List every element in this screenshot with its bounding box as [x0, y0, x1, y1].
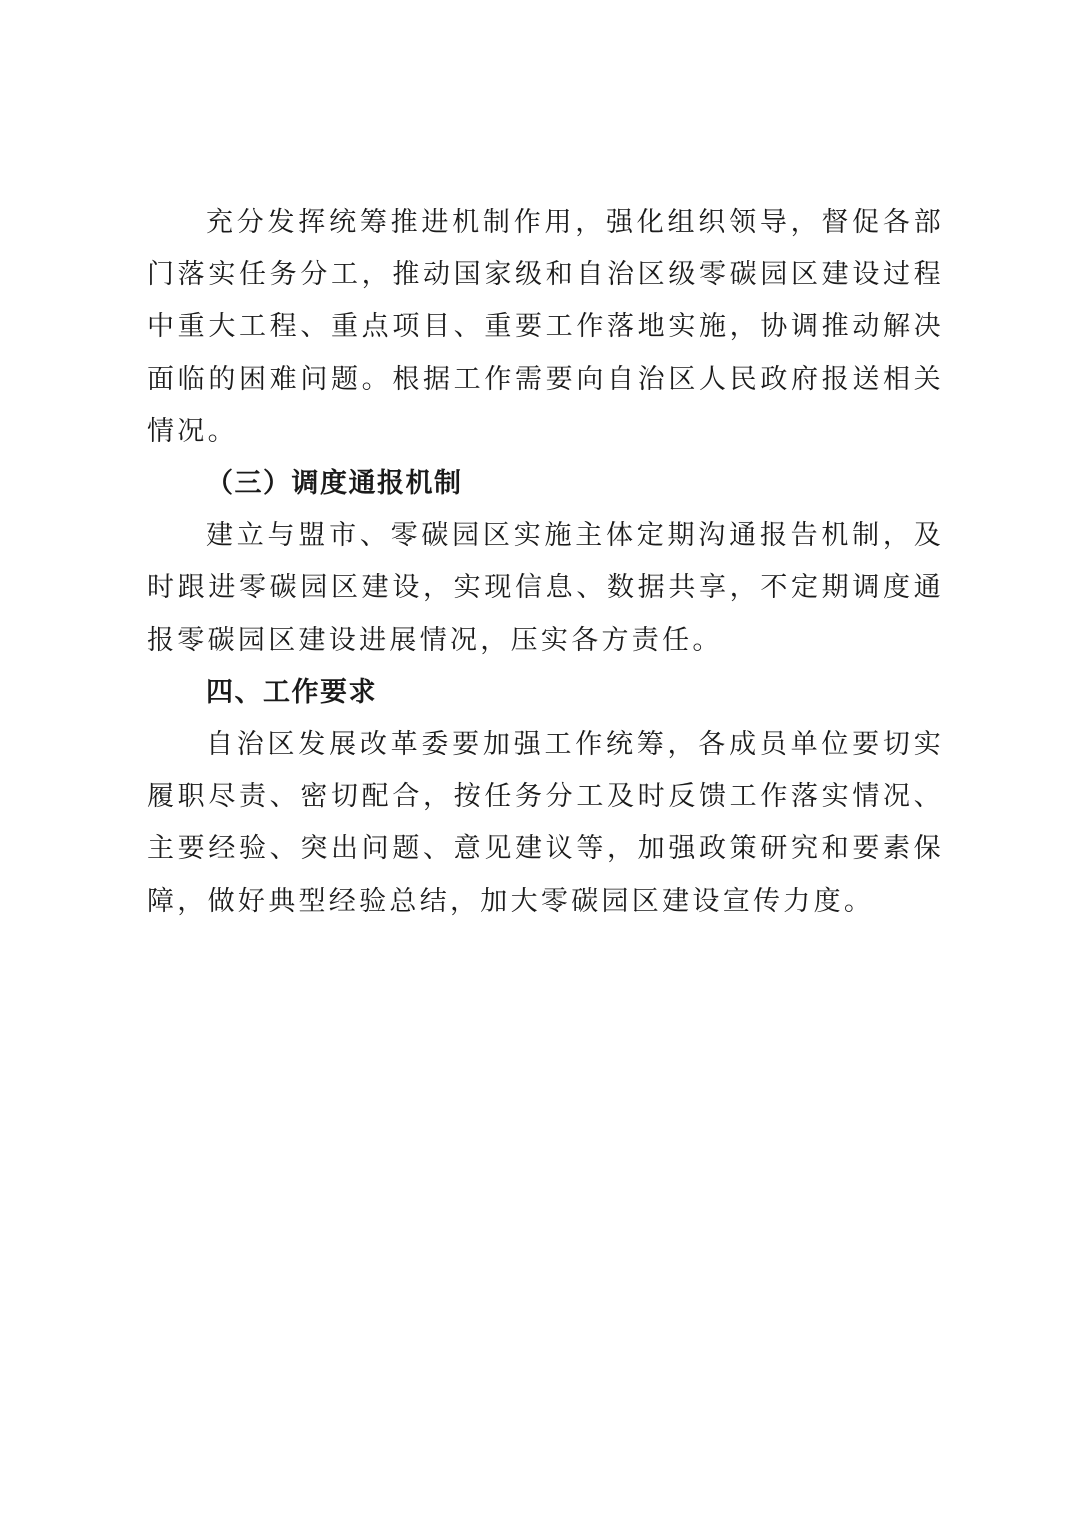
paragraph-dispatch-reporting: 建立与盟市、零碳园区实施主体定期沟通报告机制，及时跟进零碳园区建设，实现信息、数据共享，不定期调度通报零碳园区建设进展情况，压实各方责任。: [147, 520, 944, 656]
document-body: [147, 197, 944, 928]
paragraph-coordination-mechanism: 充分发挥统筹推进机制作用，强化组织领导，督促各部门落实任务分工，推动国家级和自治区级零碳园区建设过程中重大工程、重点项目、重要工作落地实施，协调推动解决面临的困难问题。根据工作需要向自治区人民政府报送相关情况。: [147, 207, 944, 447]
section-heading-work-requirements: 四、工作要求: [206, 676, 377, 708]
section-heading-dispatch-reporting: （三）调度通报机制: [206, 468, 463, 500]
paragraph-work-requirements: 自治区发展改革委要加强工作统筹，各成员单位要切实履职尽责、密切配合，按任务分工及时反馈工作落实情况、主要经验、突出问题、意见建议等，加强政策研究和要素保障，做好典型经验总结，加大零碳园区建设宣传力度。: [147, 729, 944, 917]
